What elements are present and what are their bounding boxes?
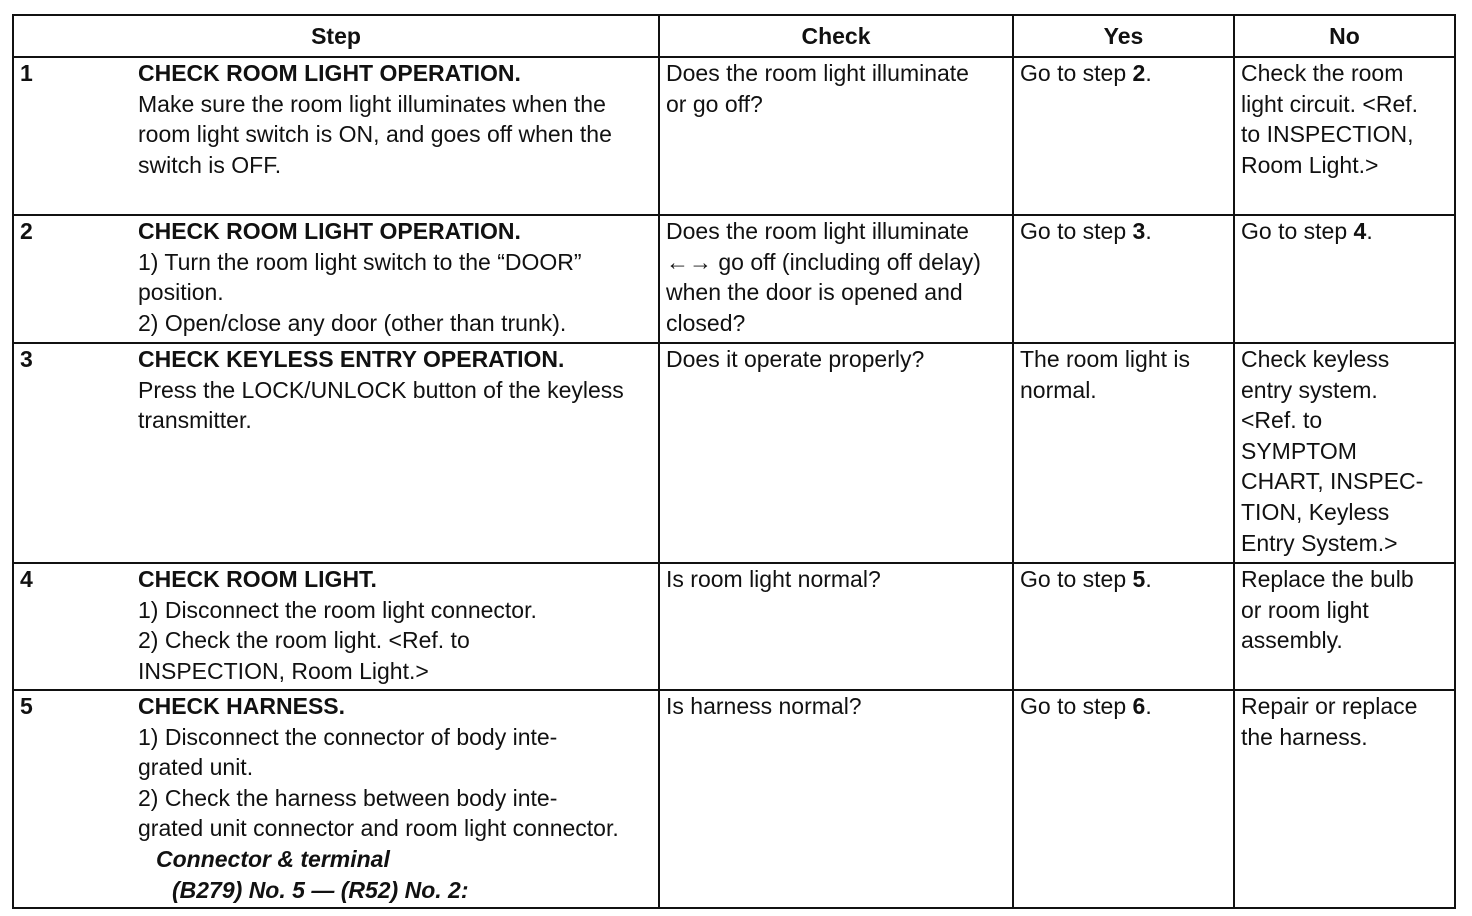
step-title: CHECK ROOM LIGHT OPERATION. xyxy=(138,60,521,86)
no-text: entry system. xyxy=(1241,376,1378,403)
no-text: assembly. xyxy=(1241,627,1343,654)
step-number: 2 xyxy=(20,218,33,244)
step-number: 5 xyxy=(20,693,33,719)
step-number: 4 xyxy=(20,566,33,592)
yes-cell xyxy=(1013,343,1234,563)
yes-text-suffix: . xyxy=(1145,693,1152,719)
no-text: to INSPECTION, xyxy=(1241,121,1414,148)
check-cell xyxy=(659,215,1013,343)
header-step: Step xyxy=(13,15,659,57)
check-text: when the door is opened and xyxy=(666,279,963,306)
yes-text: Go to step xyxy=(1020,693,1133,719)
header-row xyxy=(13,15,1455,57)
step-text: 1) Turn the room light switch to the “DOOR” xyxy=(138,248,582,275)
no-text: Entry System.> xyxy=(1241,529,1398,556)
no-text: Go to step xyxy=(1241,218,1354,244)
no-text: Repair or replace xyxy=(1241,693,1418,719)
step-cell xyxy=(13,215,659,343)
no-text: Room Light.> xyxy=(1241,151,1379,178)
step-number: 3 xyxy=(20,346,33,372)
connector-terminal: (B279) No. 5 — (R52) No. 2: xyxy=(172,876,469,903)
no-text: Replace the bulb xyxy=(1241,566,1414,592)
header-no: No xyxy=(1234,15,1455,57)
yes-text: The room light is xyxy=(1020,346,1191,372)
step-text: position. xyxy=(138,279,224,306)
yes-cell xyxy=(1013,215,1234,343)
yes-cell xyxy=(1013,690,1234,908)
check-text: Does the room light illuminate xyxy=(666,60,969,86)
step-cell xyxy=(13,57,659,215)
check-text: ←→ go off (including off delay) xyxy=(666,248,981,275)
yes-step-number: 5 xyxy=(1132,566,1146,592)
step-text: 1) Disconnect the connector of body inte- xyxy=(138,723,558,750)
no-cell xyxy=(1234,343,1455,563)
step-title: CHECK ROOM LIGHT. xyxy=(138,566,377,592)
no-text: Check the room xyxy=(1241,60,1404,86)
table-row xyxy=(13,57,1455,215)
no-text: CHART, INSPEC- xyxy=(1241,468,1424,495)
step-number: 1 xyxy=(20,60,33,86)
no-cell xyxy=(1234,563,1455,690)
yes-step-number: 6 xyxy=(1132,693,1146,719)
yes-text-suffix: . xyxy=(1145,566,1152,592)
check-cell xyxy=(659,57,1013,215)
check-cell xyxy=(659,690,1013,908)
step-text: Make sure the room light illuminates when the xyxy=(138,90,606,117)
yes-step-number: 3 xyxy=(1132,218,1146,244)
no-text-suffix: . xyxy=(1366,218,1373,244)
yes-text: Go to step xyxy=(1020,566,1133,592)
step-text: Press the LOCK/UNLOCK button of the keyless xyxy=(138,376,624,403)
step-text: grated unit connector and room light connector. xyxy=(138,815,619,842)
table-row xyxy=(13,343,1455,563)
yes-step-number: 2 xyxy=(1132,60,1146,86)
table-row xyxy=(13,690,1455,908)
check-text: closed? xyxy=(666,309,746,336)
step-text: 1) Disconnect the room light connector. xyxy=(138,596,537,623)
step-text: 2) Check the harness between body inte- xyxy=(138,784,558,811)
yes-text-suffix: . xyxy=(1145,218,1152,244)
step-title: CHECK HARNESS. xyxy=(138,693,346,719)
check-text: Is harness normal? xyxy=(666,693,862,719)
diagnostic-table xyxy=(12,14,1456,909)
step-cell xyxy=(13,690,659,908)
no-text: light circuit. <Ref. xyxy=(1241,90,1419,117)
check-text: or go off? xyxy=(666,90,763,117)
no-text: Check keyless xyxy=(1241,346,1390,372)
yes-text: Go to step xyxy=(1020,218,1133,244)
step-text: room light switch is ON, and goes off when the xyxy=(138,121,612,148)
no-step-number: 4 xyxy=(1353,218,1367,244)
step-text: switch is OFF. xyxy=(138,151,282,178)
no-cell xyxy=(1234,57,1455,215)
check-text: Is room light normal? xyxy=(666,566,881,592)
yes-cell xyxy=(1013,57,1234,215)
header-check: Check xyxy=(659,15,1013,57)
step-title: CHECK ROOM LIGHT OPERATION. xyxy=(138,218,521,244)
check-text: Does it operate properly? xyxy=(666,346,925,372)
step-text: 2) Open/close any door (other than trunk). xyxy=(138,309,567,336)
header-yes: Yes xyxy=(1013,15,1234,57)
yes-text: Go to step xyxy=(1020,60,1133,86)
check-text: Does the room light illuminate xyxy=(666,218,969,244)
no-cell xyxy=(1234,690,1455,908)
step-text: INSPECTION, Room Light.> xyxy=(138,657,429,684)
no-text: <Ref. to xyxy=(1241,407,1323,434)
no-text: SYMPTOM xyxy=(1241,437,1357,464)
step-text: transmitter. xyxy=(138,407,252,434)
no-text: TION, Keyless xyxy=(1241,498,1390,525)
step-title: CHECK KEYLESS ENTRY OPERATION. xyxy=(138,346,565,372)
no-cell xyxy=(1234,215,1455,343)
no-text: the harness. xyxy=(1241,723,1368,750)
no-text: or room light xyxy=(1241,596,1369,623)
step-cell xyxy=(13,343,659,563)
step-text: grated unit. xyxy=(138,754,254,781)
table-row xyxy=(13,563,1455,690)
step-cell xyxy=(13,563,659,690)
yes-text: normal. xyxy=(1020,376,1097,403)
check-cell xyxy=(659,343,1013,563)
yes-text-suffix: . xyxy=(1145,60,1152,86)
table-row xyxy=(13,215,1455,343)
check-cell xyxy=(659,563,1013,690)
yes-cell xyxy=(1013,563,1234,690)
step-text: 2) Check the room light. <Ref. to xyxy=(138,627,470,654)
connector-title: Connector & terminal xyxy=(156,845,390,872)
